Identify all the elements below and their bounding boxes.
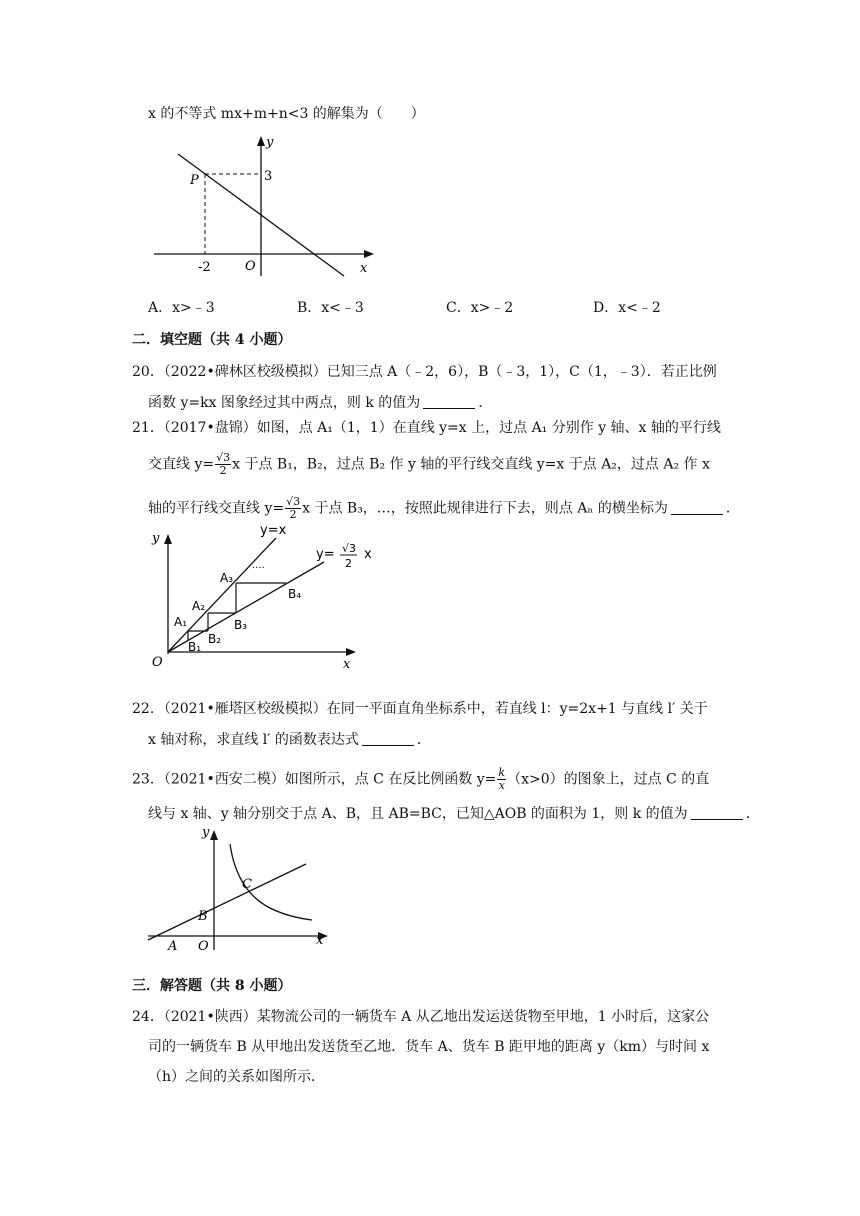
q24-line-1: 24．（2021•陕西）某物流公司的一辆货车 A 从乙地出发运送货物至甲地，1 小时后，这家公 xyxy=(132,1009,710,1025)
q21-line2-x: x xyxy=(364,547,372,562)
q21-line2-label-prefix: y= xyxy=(316,547,335,562)
q23-fraction: $\frac{k}{x}$ xyxy=(498,766,506,792)
q21-line-3: 轴的平行线交直线 y= $\frac{√3}{2}$ x 于点 B₃，…，按照此规律进行下去，则点 Aₙ 的横坐标为 ． xyxy=(148,495,740,521)
q21-point-a1: A₁ xyxy=(174,615,188,629)
q23-line-2: 线与 x 轴、y 轴分别交于点 A、B，且 AB=BC，已知△AOB 的面积为 1，则 k 的值为 ． xyxy=(148,806,760,822)
q19-y-label: y xyxy=(266,135,274,150)
q23-graph xyxy=(146,826,346,951)
q19-origin: O xyxy=(245,259,256,274)
q21-line2-frac-num: √3 xyxy=(342,542,357,555)
q19-option-a: A．x>﹣3 xyxy=(148,300,215,316)
q21-point-a2: A₂ xyxy=(192,599,206,613)
q23-y-label: y xyxy=(202,826,210,840)
q21-line-1: 21．（2017•盘锦）如图，点 A₁（1，1）在直线 y=x 上，过点 A₁ 分别作 y 轴、x 轴的平行线 xyxy=(132,420,721,436)
q20-line-1: 20．（2022•碑林区校级模拟）已知三点 A（﹣2，6），B（﹣3，1），C（1，﹣3）．若正比例 xyxy=(132,364,717,380)
q20-line-2: 函数 y=kx 图象经过其中两点，则 k 的值为 ． xyxy=(148,395,493,411)
q19-graph xyxy=(148,130,388,280)
q21-x-label: x xyxy=(343,657,351,670)
q21-point-b4: B₄ xyxy=(288,587,302,601)
q19-tick-neg2: -2 xyxy=(198,260,211,275)
q21-origin: O xyxy=(152,655,163,670)
q21-point-b3: B₃ xyxy=(234,618,248,632)
q21-ellipsis: .... xyxy=(252,560,265,571)
q19-x-label: x xyxy=(360,261,368,276)
q19-tick-3: 3 xyxy=(264,169,273,184)
q22-line-1: 22．（2021•雁塔区校级模拟）在同一平面直角坐标系中，若直线 l：y=2x+1 与直线 l′ 关于 xyxy=(132,701,708,717)
q21-fraction-1: $\frac{√3}{2}$ xyxy=(216,451,231,477)
q22-line-2: x 轴对称，求直线 l′ 的函数表达式 ． xyxy=(148,732,431,748)
q21-point-b1: B₁ xyxy=(188,640,202,654)
q21-point-a3: A₃ xyxy=(220,571,234,585)
q19-option-d: D．x<﹣2 xyxy=(593,300,661,316)
q23-point-a: A xyxy=(168,939,178,951)
q19-option-c: C．x>﹣2 xyxy=(446,300,514,316)
q22-answer-blank xyxy=(362,731,414,746)
q19-option-b: B．x<﹣3 xyxy=(297,300,364,316)
q21-fraction-2: $\frac{√3}{2}$ xyxy=(286,495,301,521)
q21-point-b2: B₂ xyxy=(208,632,222,646)
q23-x-label: x xyxy=(316,933,324,948)
q21-graph xyxy=(146,520,386,670)
section-3-heading: 三．解答题（共 8 小题） xyxy=(132,978,292,994)
q21-y-label: y xyxy=(152,531,160,546)
q23-origin: O xyxy=(198,939,209,951)
q24-line-3: （h）之间的关系如图所示． xyxy=(148,1069,326,1085)
q23-point-b: B xyxy=(198,909,208,924)
q19-stem-tail: x 的不等式 mx+m+n<3 的解集为（ ） xyxy=(148,106,425,122)
q21-answer-blank xyxy=(671,500,723,515)
q23-line-1: 23．（2021•西安二模）如图所示，点 C 在反比例函数 y= $\frac{k}{x}$ （x>0）的图象上，过点 C 的直 xyxy=(132,766,710,792)
q21-line-2: 交直线 y= $\frac{√3}{2}$ x 于点 B₁，B₂，过点 B₂ 作 y 轴的平行线交直线 y=x 于点 A₂，过点 A₂ 作 x xyxy=(148,451,710,477)
q24-line-2: 司的一辆货车 B 从甲地出发送货至乙地．货车 A、货车 B 距甲地的距离 y（km）与时间 x xyxy=(148,1039,710,1055)
section-2-heading: 二．填空题（共 4 小题） xyxy=(132,332,292,348)
q21-line-yx-label: y=x xyxy=(260,523,287,538)
q21-line2-frac-den: 2 xyxy=(345,557,352,570)
q20-answer-blank xyxy=(423,394,475,409)
q23-answer-blank xyxy=(691,805,743,820)
q19-point-p: P xyxy=(190,173,199,188)
q23-point-c: C xyxy=(242,877,252,892)
